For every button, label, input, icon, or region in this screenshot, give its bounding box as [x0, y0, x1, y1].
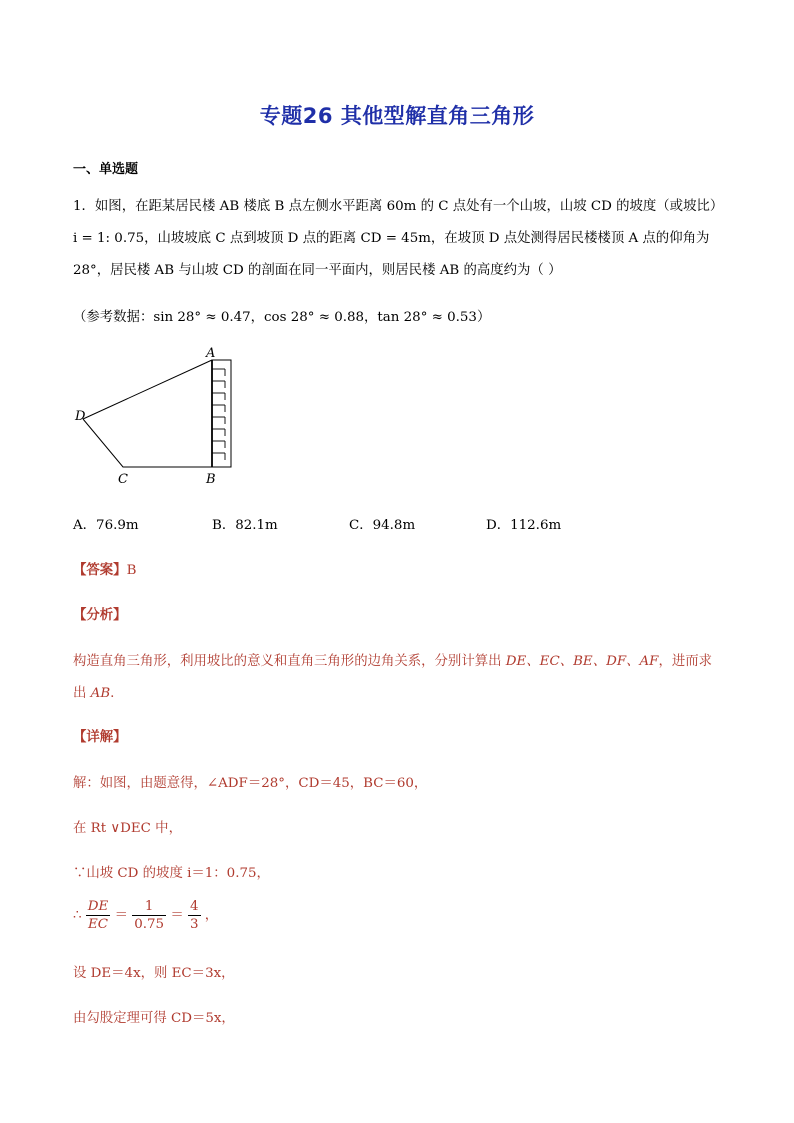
answer-value: B: [126, 563, 137, 578]
question-line-1: 1．如图，在距某居民楼 AB 楼底 B 点左侧水平距离 60m 的 C 点处有一个山坡，山坡 CD 的坡度（或坡比）: [73, 199, 724, 214]
building-floors: [212, 360, 225, 467]
detail-line-6: 由勾股定理可得 CD＝5x，: [73, 1011, 235, 1026]
detail-line-1: 解：如图，由题意得，∠ADF＝28°，CD＝45，BC＝60，: [73, 776, 428, 791]
equals-1: ＝: [114, 908, 128, 923]
label-b: B: [206, 472, 216, 487]
geometry-figure: [70, 343, 240, 488]
question-line-3: 28°，居民楼 AB 与山坡 CD 的剖面在同一平面内，则居民楼 AB 的高度约为（ ）: [73, 263, 562, 278]
sight-line-da: [83, 360, 212, 419]
analysis-line2-prefix: 出: [73, 686, 91, 701]
fraction-suffix: ，: [204, 908, 219, 923]
label-a: A: [206, 346, 216, 361]
analysis-text: 构造直角三角形，利用坡比的意义和直角三角形的边角关系，分别计算出: [73, 654, 506, 669]
answer-tag: 【答案】: [73, 563, 127, 578]
answer-line: [73, 559, 136, 578]
analysis-line-1: [73, 650, 712, 669]
reference-data: （参考数据：sin 28° ≈ 0.47，cos 28° ≈ 0.88，tan 28° ≈ 0.53）: [73, 310, 491, 325]
fraction-1-numerator: DE: [87, 899, 109, 914]
section-heading: 一、单选题: [73, 162, 139, 177]
fraction-2-denominator: 0.75: [134, 917, 165, 932]
label-d: D: [75, 409, 86, 424]
fraction-de-ec: [86, 898, 111, 933]
building-ab: [212, 360, 231, 467]
slope-and-ground: [83, 419, 212, 467]
option-a[interactable]: A．76.9m: [73, 518, 139, 533]
analysis-tag: 【分析】: [73, 608, 127, 623]
detail-line-5: 设 DE＝4x，则 EC＝3x，: [73, 966, 235, 981]
fraction-1-075: [132, 898, 166, 933]
analysis-line-2: [73, 682, 114, 701]
fraction-3-numerator: 4: [189, 899, 199, 914]
option-c[interactable]: C．94.8m: [349, 518, 416, 533]
question-line-2: i = 1: 0.75，山坡坡底 C 点到坡顶 D 点的距离 CD = 45m，在坡顶 D 点处测得居民楼楼顶 A 点的仰角为: [73, 231, 710, 246]
analysis-vars: DE、EC、BE、DF、AF: [505, 654, 659, 669]
label-c: C: [118, 472, 128, 487]
detail-line-2: 在 Rt ∨DEC 中，: [73, 821, 182, 836]
equals-2: ＝: [170, 908, 184, 923]
fraction-4-3: [188, 898, 201, 933]
detail-tag: 【详解】: [73, 730, 127, 745]
analysis-line2-var: AB: [90, 686, 111, 701]
option-d[interactable]: D．112.6m: [486, 518, 562, 533]
option-b[interactable]: B．82.1m: [212, 518, 278, 533]
fraction-3-denominator: 3: [189, 917, 199, 932]
page-title: 专题26 其他型解直角三角形: [259, 104, 535, 128]
fraction-2-numerator: 1: [132, 898, 166, 916]
detail-line-3: ∵山坡 CD 的坡度 i＝1：0.75，: [73, 866, 270, 881]
analysis-line2-suffix: .: [110, 686, 115, 701]
therefore-symbol: ∴: [73, 908, 82, 923]
analysis-suffix: ，进而求: [658, 654, 713, 669]
detail-fraction-line: [73, 898, 218, 933]
fraction-1-denominator: EC: [88, 917, 109, 932]
